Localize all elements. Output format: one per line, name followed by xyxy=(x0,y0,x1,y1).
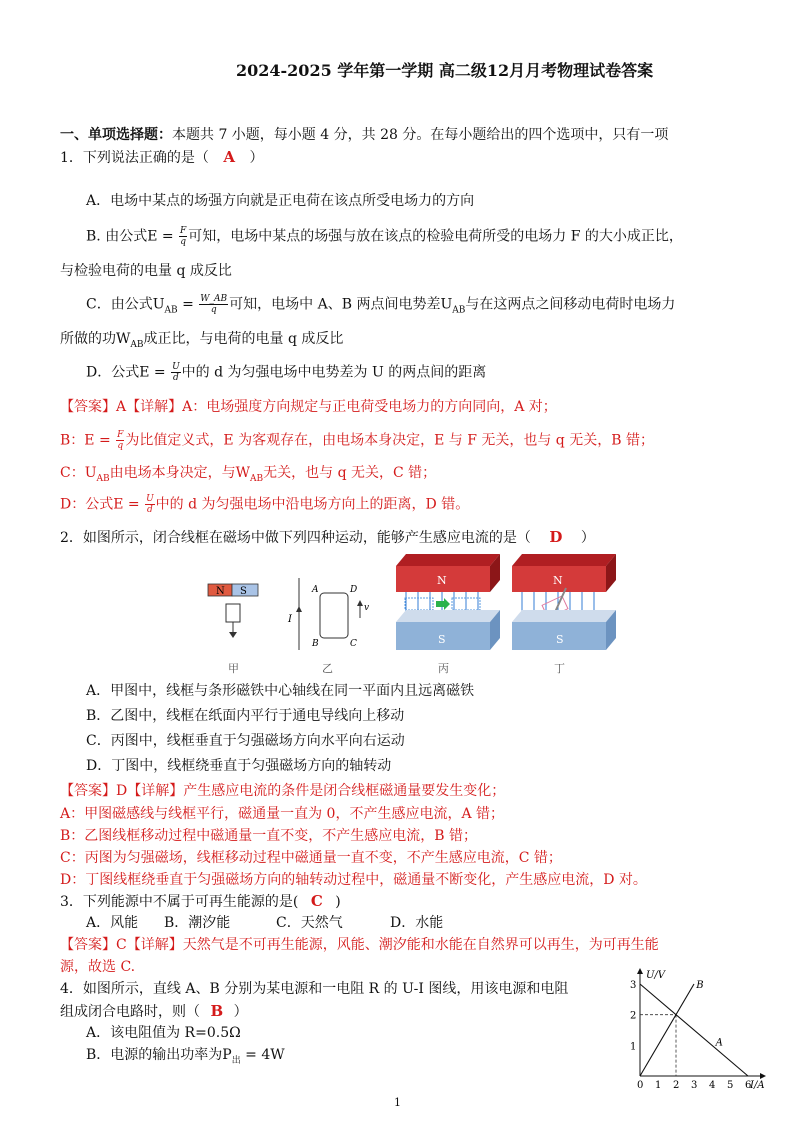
x-tick-label: 1 xyxy=(655,1080,662,1090)
q3-option-b: B．潮汐能 xyxy=(164,915,231,931)
q1-stem-close: ） xyxy=(249,150,264,166)
q1-option-c-cont xyxy=(60,330,343,354)
q1-optb-fraction xyxy=(179,226,187,247)
q1-optd-fraction xyxy=(171,362,181,383)
corner-c: C xyxy=(350,639,357,649)
q4-optb-value: = 4W xyxy=(240,1047,285,1063)
series-label-b: B xyxy=(696,980,704,991)
q1-explanation-3 xyxy=(60,464,436,488)
frac-den: q xyxy=(117,441,124,451)
q1-optc-pre: C．由公式U xyxy=(86,296,165,313)
velocity-label: v xyxy=(364,603,370,613)
q1-option-b-cont: 与检验电荷的电量 q 成反比 xyxy=(60,263,232,279)
exp-text: 由电场本身决定，与W xyxy=(109,465,251,481)
x-tick-label: 4 xyxy=(709,1080,716,1090)
q1-optc-text: 可知，电场中 A、B 两点间电势差U xyxy=(229,296,453,313)
q1-explanation-4 xyxy=(60,494,469,515)
q2-option-b: B．乙图中，线框在纸面内平行于通电导线向上移动 xyxy=(86,708,405,724)
q1-explanation-2 xyxy=(60,430,654,451)
coil-left xyxy=(405,598,433,610)
magnet-n-label: N xyxy=(553,574,563,587)
magnet-s-top xyxy=(396,610,500,622)
q2-explanation-2: A：甲图磁感线与线框平行，磁通量一直为 0，不产生感应电流，A 错； xyxy=(60,806,505,822)
q3-answer: C xyxy=(310,892,323,910)
y-tick-label: 2 xyxy=(630,1010,637,1022)
exp-pre: B：E = xyxy=(60,432,111,449)
q1-stem-text: 1．下列说法正确的是（ xyxy=(60,150,209,166)
q2-stem-text: 2．如图所示，闭合线框在磁场中做下列四种运动，能够产生感应电流的是（ xyxy=(60,530,531,546)
q3-stem-text: 3．下列能源中不属于可再生能源的是( xyxy=(60,894,299,910)
frac-num: U xyxy=(146,494,154,504)
y-tick-label: 1 xyxy=(630,1041,637,1053)
q2-answer: D xyxy=(549,528,563,546)
exp-text2: 无关，也与 q 无关，C 错； xyxy=(263,465,437,481)
magnet-s-label: S xyxy=(438,633,446,646)
subscript: AB xyxy=(250,473,264,484)
q3-option-c: C．天然气 xyxy=(276,915,343,931)
exp-pre: D：公式E = xyxy=(60,496,140,513)
frac-num: F xyxy=(117,430,124,440)
corner-a: A xyxy=(312,585,319,595)
q4-stem-line-2 xyxy=(60,1002,248,1021)
y-axis-arrow xyxy=(637,968,643,974)
q1-optb-pre: B. 由公式E = xyxy=(86,228,174,245)
x-tick-label: 0 xyxy=(637,1080,644,1090)
coil-frame xyxy=(226,604,240,622)
q1-optb-text: 可知，电场中某点的场强与放在该点的检验电荷所受的电场力 F 的大小成正比， xyxy=(188,228,683,245)
ui-chart xyxy=(620,966,770,1090)
q3-explanation-1: 【答案】C【详解】天然气是不可再生能源，风能、潮汐能和水能在自然界可以再生，为可再生能 xyxy=(60,937,659,953)
q2-option-d: D．丁图中，线框绕垂直于匀强磁场方向的轴转动 xyxy=(86,758,392,774)
section-heading: 一、单项选择题： xyxy=(60,127,172,143)
figure-yi xyxy=(287,578,369,650)
series-line-b xyxy=(640,984,694,1076)
q1-optc-fraction xyxy=(199,294,228,315)
frac-num: F xyxy=(180,226,187,236)
corner-b: B xyxy=(312,639,319,649)
q2-stem xyxy=(60,528,595,547)
page-number: 1 xyxy=(394,1096,401,1109)
current-label: I xyxy=(288,614,292,625)
q2-explanation-1: 【答案】D【详解】产生感应电流的条件是闭合线框磁通量要发生变化； xyxy=(60,783,506,799)
x-tick-label: 3 xyxy=(691,1080,698,1090)
q1-optc-eq: = xyxy=(177,296,199,313)
q1-optc-text4: 成正比，与电荷的电量 q 成反比 xyxy=(143,331,344,347)
corner-d: D xyxy=(350,585,358,595)
arrow-head xyxy=(357,600,363,606)
magnet-s-label: S xyxy=(240,586,247,597)
q1-optd-text: 中的 d 为匀强电场中电势差为 U 的两点间的距离 xyxy=(181,364,487,381)
y-axis-label: U/V xyxy=(646,970,666,981)
label-yi: 乙 xyxy=(322,662,333,675)
exp-text: 为比值定义式，E 为客观存在，由电场本身决定，E 与 F 无关，也与 q 无关，B 错； xyxy=(125,432,654,449)
x-axis-label: I/A xyxy=(750,1080,765,1090)
q4-stem-text: 组成闭合电路时，则（ xyxy=(60,1004,200,1020)
loop-frame xyxy=(320,593,348,638)
q1-option-b xyxy=(86,226,683,247)
section-header xyxy=(60,126,668,144)
q1-option-d xyxy=(86,362,486,383)
figure-ding xyxy=(512,554,616,650)
magnet-s-label: S xyxy=(556,633,564,646)
q1-option-c xyxy=(86,294,675,319)
x-tick-label: 2 xyxy=(673,1080,680,1090)
y-tick-label: 3 xyxy=(630,980,637,991)
magnet-s-top xyxy=(512,610,616,622)
figure-bing xyxy=(396,554,500,650)
q2-stem-close: ） xyxy=(580,530,595,546)
q4-option-a: A．该电阻值为 R=0.5Ω xyxy=(86,1025,241,1041)
q1-option-a: A．电场中某点的场强方向就是正电荷在该点所受电场力的方向 xyxy=(86,193,475,209)
exp-fraction xyxy=(116,430,124,451)
q2-option-c: C．丙图中，线框垂直于匀强磁场方向水平向右运动 xyxy=(86,733,405,749)
exp-text: 中的 d 为匀强电场中沿电场方向上的距离，D 错。 xyxy=(155,496,470,513)
frac-den: d xyxy=(146,505,153,515)
q4-answer: B xyxy=(210,1002,224,1020)
label-bing: 丙 xyxy=(438,662,449,675)
subscript: AB xyxy=(130,339,144,350)
frac-den: d xyxy=(172,373,179,383)
arrow-head xyxy=(229,632,237,638)
series-lines xyxy=(640,980,748,1076)
q4-stem-close: ） xyxy=(233,1004,248,1020)
label-ding: 丁 xyxy=(554,662,565,675)
x-tick-label: 5 xyxy=(727,1080,734,1090)
q3-stem xyxy=(60,892,341,911)
q1-answer: A xyxy=(223,148,236,166)
subscript: AB xyxy=(164,305,178,316)
q1-stem xyxy=(60,148,263,167)
frac-den: q xyxy=(180,237,187,247)
q3-option-d: D．水能 xyxy=(390,915,444,931)
q3-stem-close: ) xyxy=(335,894,341,910)
q4-option-b xyxy=(86,1046,285,1070)
q1-optc-text2: 与在这两点之间移动电荷时电场力 xyxy=(465,296,676,313)
q2-figures xyxy=(200,548,640,678)
q3-explanation-2: 源，故选 C. xyxy=(60,959,136,975)
x-tick-label: 6 xyxy=(745,1080,752,1090)
series-line-a xyxy=(640,984,748,1076)
q1-explanation-1: 【答案】A【详解】A：电场强度方向规定与正电荷受电场力的方向同向，A 对； xyxy=(60,399,557,415)
q1-optc-text3: 所做的功W xyxy=(60,331,131,347)
tick-labels xyxy=(630,980,751,1090)
q3-option-a: A．风能 xyxy=(86,915,139,931)
q4-stem-line-1: 4．如图所示，直线 A、B 分别为某电源和一电阻 R 的 U-I 图线，用该电源和电阻 xyxy=(60,981,569,997)
exp-pre: C：U xyxy=(60,465,97,481)
figure-jia xyxy=(208,584,258,638)
q2-explanation-3: B：乙图线框移动过程中磁通量一直不变，不产生感应电流，B 错； xyxy=(60,828,478,844)
magnet-n-top xyxy=(512,554,616,566)
frac-den: q xyxy=(210,305,217,315)
frac-num: W_AB xyxy=(200,294,228,304)
q4-optb-pre: B．电源的输出功率为P xyxy=(86,1047,232,1063)
subscript: AB xyxy=(452,305,466,316)
section-desc: 本题共 7 小题，每小题 4 分，共 28 分。在每小题给出的四个选项中，只有一项 xyxy=(172,127,669,143)
q3-options xyxy=(86,914,443,932)
subscript: AB xyxy=(96,473,110,484)
page-title: 2024-2025 学年第一学期 高二级12月月考物理试卷答案 xyxy=(236,61,654,80)
label-jia: 甲 xyxy=(228,662,239,675)
motion-arrow-icon xyxy=(436,598,450,610)
q2-explanation-4: C：丙图为匀强磁场，线框移动过程中磁通量一直不变，不产生感应电流，C 错； xyxy=(60,850,562,866)
magnet-n-label: N xyxy=(216,586,225,597)
magnet-n-label: N xyxy=(437,574,447,587)
subscript: 出 xyxy=(231,1055,241,1066)
q2-explanation-5: D：丁图线框绕垂直于匀强磁场方向的轴转动过程中，磁通量不断变化，产生感应电流，D 对。 xyxy=(60,872,647,888)
current-arrow xyxy=(296,606,302,612)
exp-fraction xyxy=(145,494,155,515)
x-axis-arrow xyxy=(760,1073,766,1079)
q1-optd-pre: D．公式E = xyxy=(86,364,166,381)
series-label-a: A xyxy=(715,1037,723,1049)
frac-num: U xyxy=(172,362,180,372)
q2-option-a: A．甲图中，线框与条形磁铁中心轴线在同一平面内且远离磁铁 xyxy=(86,683,475,699)
magnet-n-top xyxy=(396,554,500,566)
